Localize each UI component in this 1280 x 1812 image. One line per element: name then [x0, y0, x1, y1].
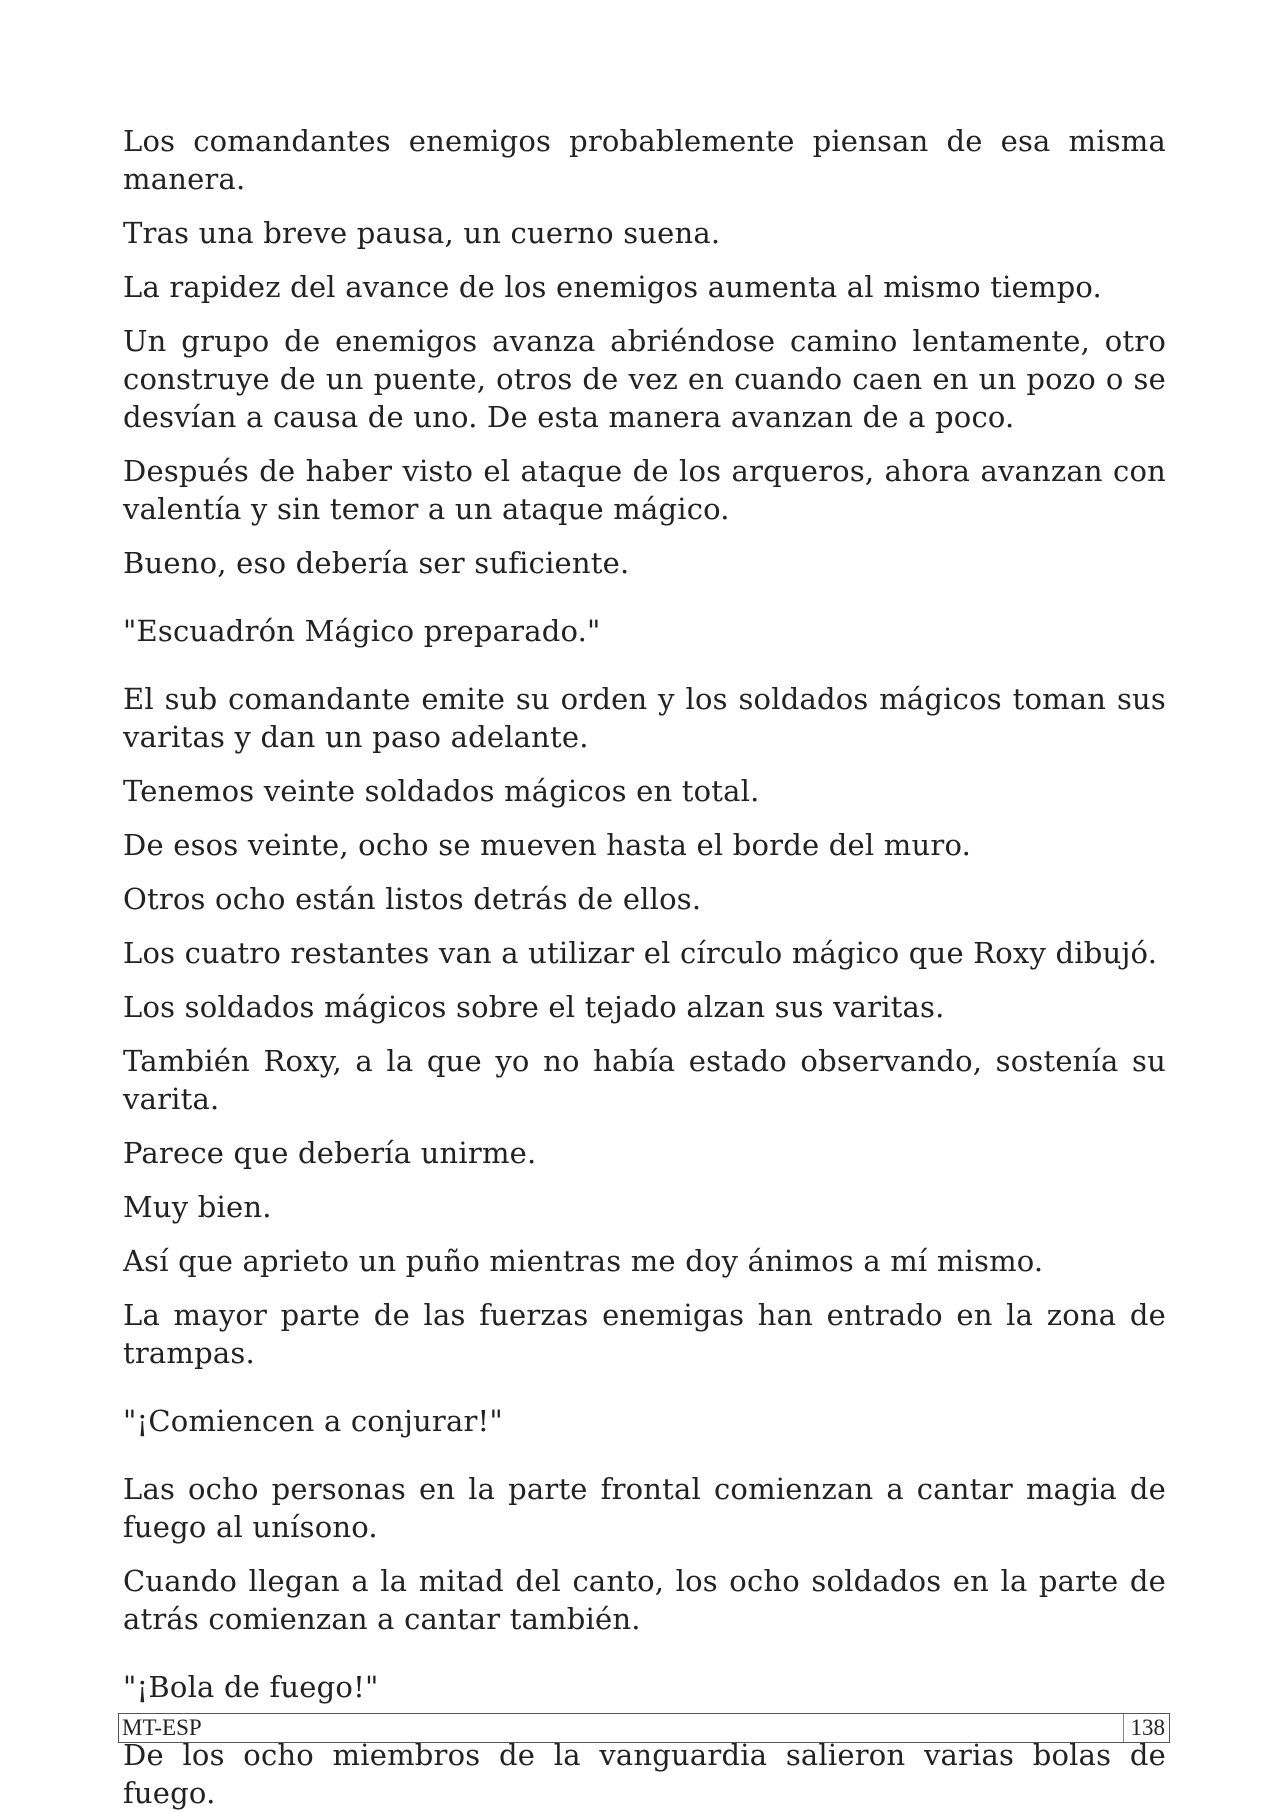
page-footer	[118, 1713, 1170, 1743]
paragraph: Otros ocho están listos detrás de ellos.	[123, 882, 702, 916]
paragraph: Después de haber visto el ataque de los arqueros, ahora avanzan con valentía y sin temor a un ataque mágico.	[123, 454, 1166, 526]
paragraph: Los comandantes enemigos probablemente piensan de esa misma manera.	[123, 124, 1166, 196]
dialogue-line: "¡Bola de fuego!"	[123, 1670, 379, 1704]
dialogue-line: "Escuadrón Mágico preparado."	[123, 614, 601, 648]
dialogue-line: "¡Comiencen a conjurar!"	[123, 1404, 503, 1438]
footer-divider	[1123, 1714, 1124, 1742]
paragraph: Los cuatro restantes van a utilizar el círculo mágico que Roxy dibujó.	[123, 936, 1158, 970]
paragraph: Así que aprieto un puño mientras me doy ánimos a mí mismo.	[123, 1244, 1044, 1278]
paragraph: Tenemos veinte soldados mágicos en total.	[123, 774, 760, 808]
paragraph: Cuando llegan a la mitad del canto, los ocho soldados en la parte de atrás comienzan a cantar también.	[123, 1564, 1166, 1636]
page-body	[123, 122, 1166, 1812]
paragraph: Un grupo de enemigos avanza abriéndose camino lentamente, otro construye de un puente, otros de vez en cuando caen en un pozo o se desvían a causa de uno. De esta manera avanzan de a poco.	[123, 324, 1166, 434]
paragraph: El sub comandante emite su orden y los soldados mágicos toman sus varitas y dan un paso adelante.	[123, 682, 1166, 754]
paragraph: Las ocho personas en la parte frontal comienzan a cantar magia de fuego al unísono.	[123, 1472, 1166, 1544]
paragraph: Los soldados mágicos sobre el tejado alzan sus varitas.	[123, 990, 945, 1024]
paragraph: Bueno, eso debería ser suficiente.	[123, 546, 630, 580]
paragraph: De esos veinte, ocho se mueven hasta el borde del muro.	[123, 828, 972, 862]
page-number: 138	[1130, 1715, 1165, 1740]
paragraph: De los ocho miembros de la vanguardia salieron varias bolas de fuego.	[123, 1738, 1166, 1810]
paragraph: La rapidez del avance de los enemigos aumenta al mismo tiempo.	[123, 270, 1102, 304]
paragraph: Parece que debería unirme.	[123, 1136, 537, 1170]
footer-label: MT-ESP	[122, 1715, 202, 1740]
paragraph: La mayor parte de las fuerzas enemigas han entrado en la zona de trampas.	[123, 1298, 1166, 1370]
paragraph: También Roxy, a la que yo no había estado observando, sostenía su varita.	[123, 1044, 1166, 1116]
paragraph: Muy bien.	[123, 1190, 272, 1224]
paragraph: Tras una breve pausa, un cuerno suena.	[123, 216, 721, 250]
